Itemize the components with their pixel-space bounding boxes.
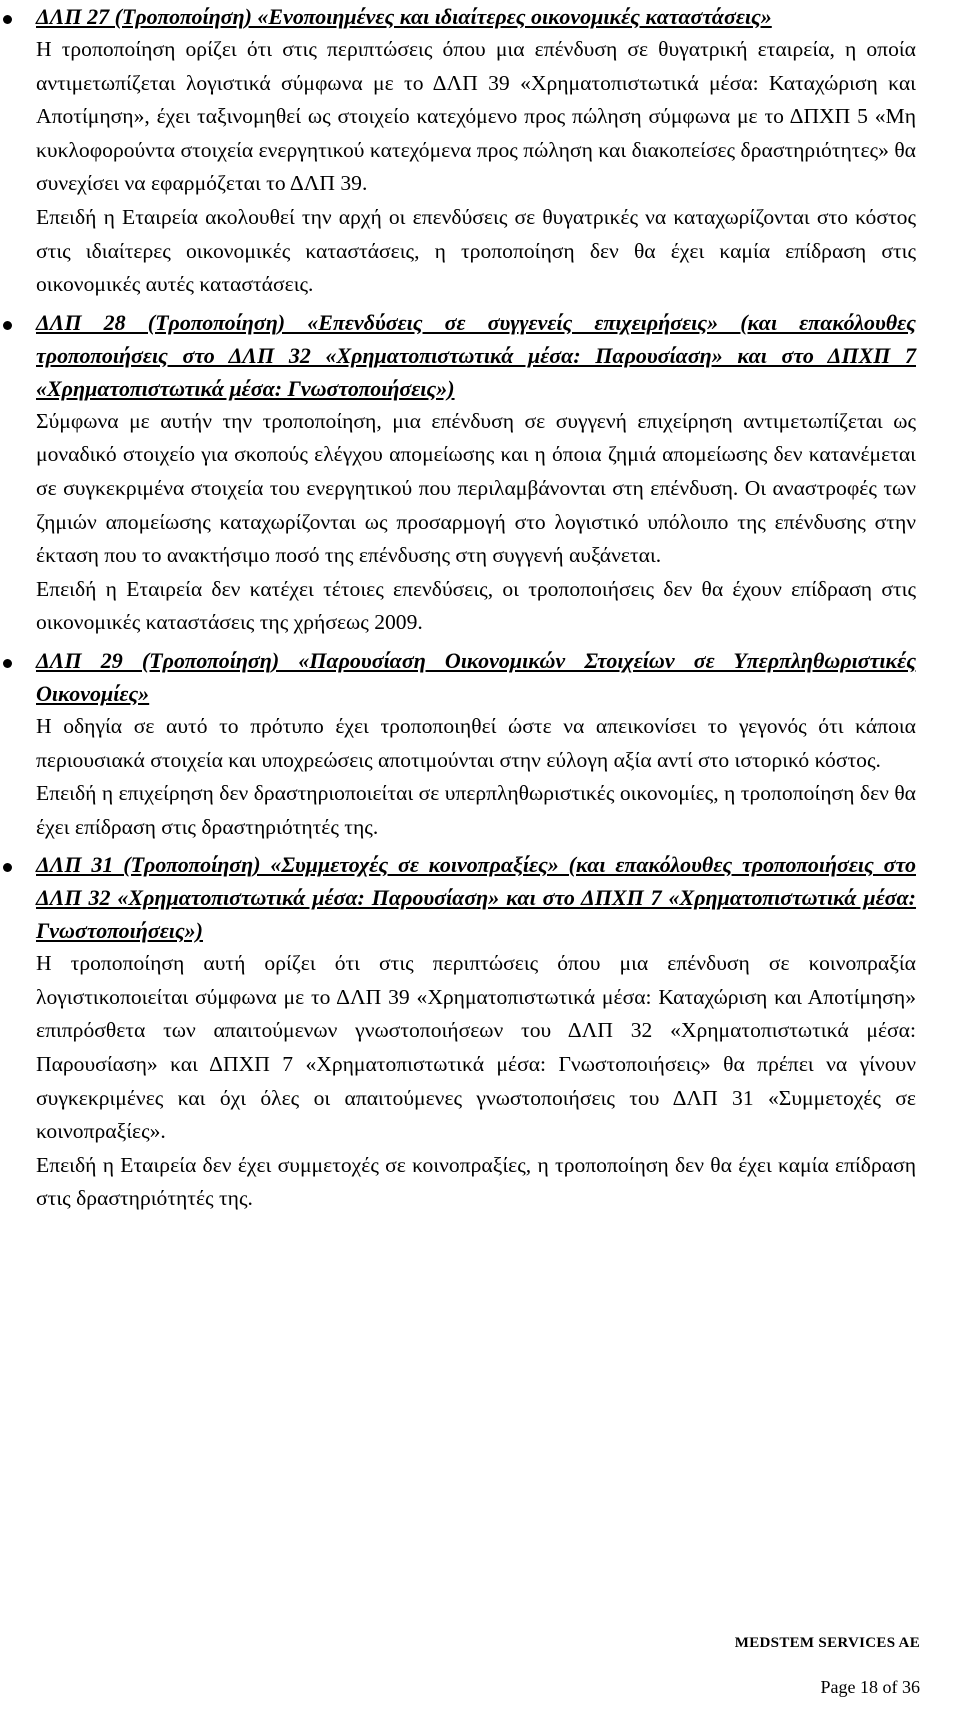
section-heading-text: ΔΛΠ 31 (Τροποποίηση) «Συμμετοχές σε κοινοπραξίες» (και επακόλουθες τροποποιήσεις στο ΔΛΠ 32 «Χρηματοπιστωτικά μέσα: Παρουσίαση» και στο ΔΠΧΠ 7 «Χρηματοπιστωτικά μέσα: Γνωστοποιήσεις») — [36, 852, 916, 944]
section-ias-31 — [36, 848, 916, 1216]
section-paragraph: Επειδή η επιχείρηση δεν δραστηριοποιείται σε υπερπληθωριστικές οικονομίες, η τροποποίηση δεν θα έχει επίδραση στις δραστηριότητές της. — [36, 781, 916, 839]
section-heading — [36, 848, 916, 947]
bullet-icon — [3, 659, 12, 668]
footer-page-number: Page 18 of 36 — [820, 1677, 920, 1697]
section-heading-text: ΔΛΠ 29 (Τροποποίηση) «Παρουσίαση Οικονομικών Στοιχείων σε Υπερπληθωριστικές Οικονομίες» — [36, 647, 916, 706]
section-heading-text: ΔΛΠ 28 (Τροποποίηση) «Επενδύσεις σε συγγενείς επιχειρήσεις» (και επακόλουθες τροποποιήσεις στο ΔΛΠ 32 «Χρηματοπιστωτικά μέσα: Παρουσίαση» και στο ΔΠΧΠ 7 «Χρηματοπιστωτικά μέσα: Γνωστοποιήσεις») — [36, 309, 916, 401]
bullet-icon — [3, 321, 12, 330]
section-paragraph: Επειδή η Εταιρεία δεν κατέχει τέτοιες επενδύσεις, οι τροποποιήσεις δεν θα έχουν επίδραση στις οικονομικές καταστάσεις της χρήσεως 2009. — [36, 576, 916, 635]
section-heading — [36, 644, 916, 710]
section-paragraph: Σύμφωνα με αυτήν την τροποποίηση, μια επένδυση σε συγγενή επιχείρηση αντιμετωπίζεται ως μοναδικό στοιχείο για σκοπούς ελέγχου απομείωσης και η όποια ζημιά απομείωσης δεν κατανέμεται σε συγκεκριμένα στοιχεία του ενεργητικού που περιλαμβάνονται στη επένδυση. Οι αναστροφές των ζημιών απομείωσης καταχωρίζονται ως προσαρμογή στο λογιστικό υπόλοιπο της επένδυσης στην έκταση που το ανακτήσιμο ποσό της επένδυσης στη συγγενή αυξάνεται. — [36, 408, 916, 568]
section-paragraph: Η τροποποίηση ορίζει ότι στις περιπτώσεις όπου μια επένδυση σε θυγατρική εταιρεία, η οποία αντιμετωπίζεται λογιστικά σύμφωνα με το ΔΛΠ 39 «Χρηματοπιστωτικά μέσα: Καταχώριση και Αποτίμηση», έχει ταξινομηθεί ως στοιχείο κατεχόμενο προς πώληση σύμφωνα με το ΔΠΧΠ 5 «Μη κυκλοφορούντα στοιχεία ενεργητικού κατεχόμενα προς πώληση και διακοπείσες δραστηριότητες» θα συνεχίσει να εφαρμόζεται το ΔΛΠ 39. — [36, 37, 916, 196]
section-paragraph: Η τροποποίηση αυτή ορίζει ότι στις περιπτώσεις όπου μια επένδυση σε κοινοπραξία λογιστικοποιείται σύμφωνα με το ΔΛΠ 39 «Χρηματοπιστωτικά μέσα: Καταχώριση και Αποτίμηση» επιπρόσθετα των απαιτούμενων γνωστοποιήσεων του ΔΛΠ 32 «Χρηματοπιστωτικά μέσα: Παρουσίαση» και ΔΠΧΠ 7 «Χρηματοπιστωτικά μέσα: Γνωστοποιήσεις» θα πρέπει να γίνουν συγκεκριμένες και όχι όλες οι απαιτούμενες γνωστοποιήσεις του ΔΛΠ 31 «Συμμετοχές σε κοινοπραξίες». — [36, 951, 916, 1144]
section-ias-27 — [36, 0, 916, 302]
section-ias-29 — [36, 644, 916, 844]
section-ias-28 — [36, 306, 916, 640]
section-paragraph: Επειδή η Εταιρεία ακολουθεί την αρχή οι επενδύσεις σε θυγατρικές να καταχωρίζονται στο κόστος στις ιδιαίτερες οικονομικές καταστάσεις, η τροποποίηση δεν θα έχει καμία επίδραση στις οικονομικές αυτές καταστάσεις. — [36, 204, 916, 297]
bullet-icon — [3, 15, 12, 24]
section-paragraph: Η οδηγία σε αυτό το πρότυπο έχει τροποποιηθεί ώστε να απεικονίσει το γεγονός ότι κάποια περιουσιακά στοιχεία και υποχρεώσεις αποτιμούνται στην εύλογη αξία αντί στο ιστορικό κόστος. — [36, 713, 916, 772]
section-heading — [36, 306, 916, 405]
section-paragraph: Επειδή η Εταιρεία δεν έχει συμμετοχές σε κοινοπραξίες, η τροποποίηση δεν θα έχει καμία επίδραση στις δραστηριότητές της. — [36, 1152, 916, 1211]
document-body — [36, 0, 916, 1216]
section-heading-text: ΔΛΠ 27 (Τροποποίηση) «Ενοποιημένες και ιδιαίτερες οικονομικές καταστάσεις» — [36, 4, 772, 29]
bullet-icon — [3, 863, 12, 872]
footer-company-name: MEDSTEM SERVICES AE — [734, 1635, 920, 1651]
section-heading — [36, 0, 916, 33]
